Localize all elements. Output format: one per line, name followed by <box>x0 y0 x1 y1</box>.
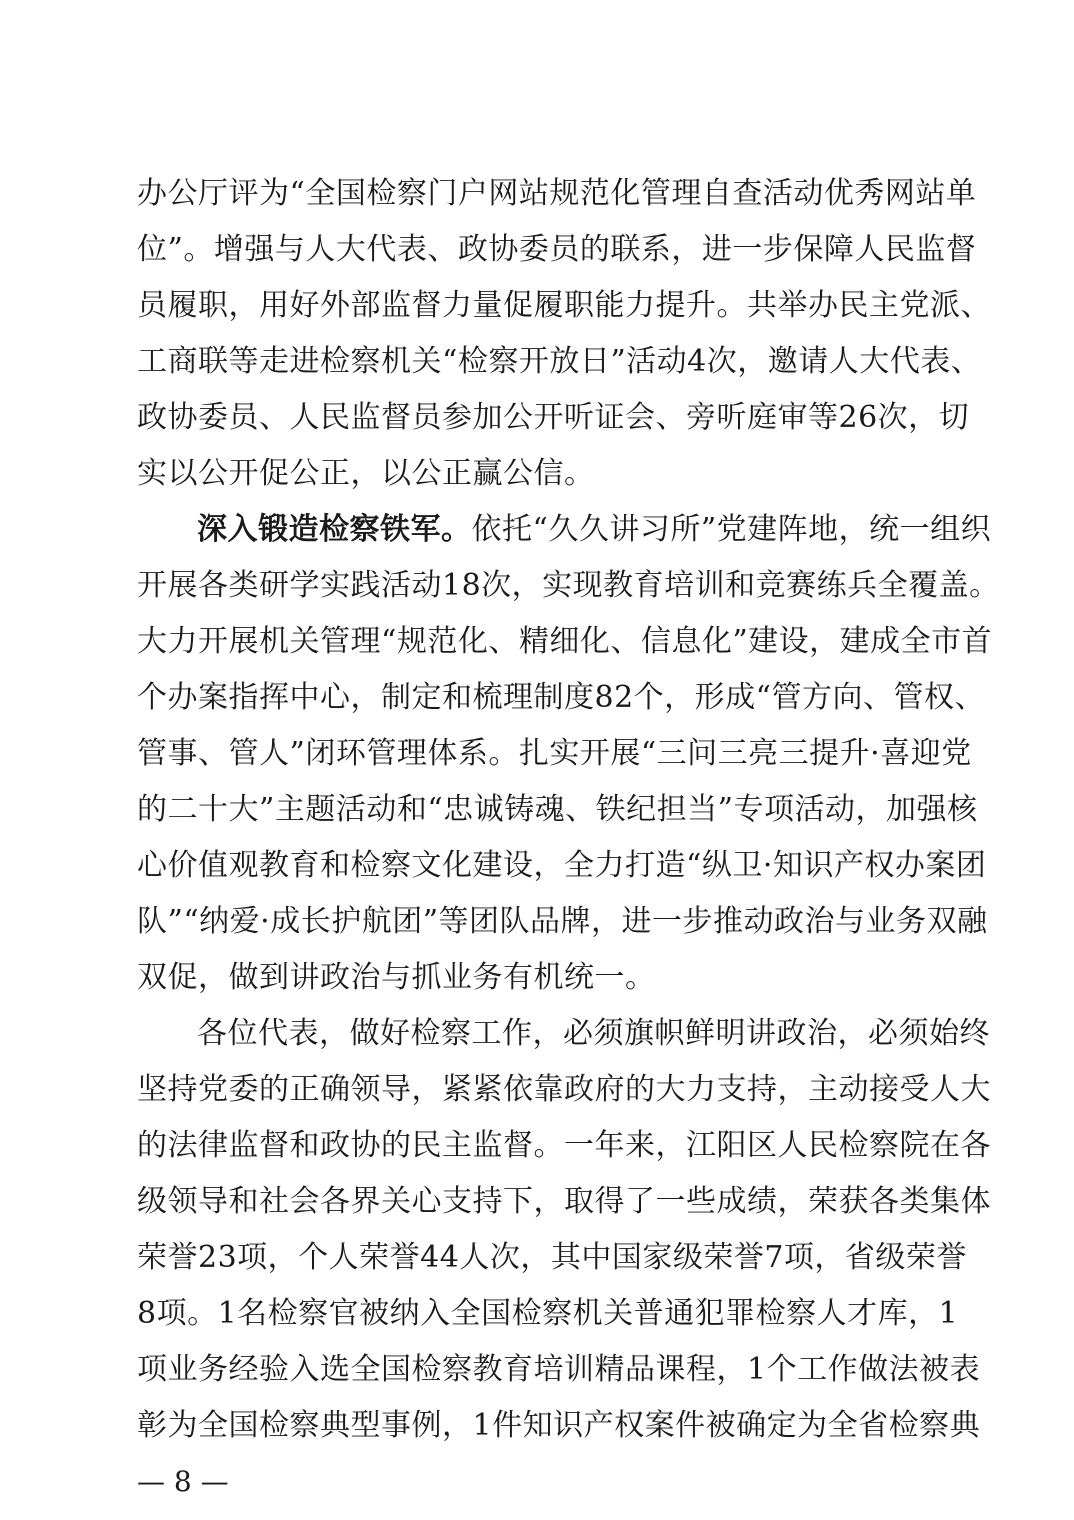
paragraph-lead-rest: 依托“久久讲习所”党建阵地，统一组织 <box>471 512 992 547</box>
text-line: 心价值观教育和检察文化建设，全力打造“纵卫·知识产权办案团 <box>137 848 987 883</box>
text-line: 级领导和社会各界关心支持下，取得了一些成绩，荣获各类集体 <box>137 1184 991 1219</box>
text-line: 办公厅评为“全国检察门户网站规范化管理自查活动优秀网站单 <box>137 176 977 211</box>
text-line: 政协委员、人民监督员参加公开听证会、旁听庭审等26次，切 <box>137 400 970 435</box>
text-line: 管事、管人”闭环管理体系。扎实开展“三问三亮三提升·喜迎党 <box>137 736 972 771</box>
text-line: 大力开展机关管理“规范化、精细化、信息化”建设，建成全市首 <box>137 624 993 659</box>
text-line: 员履职，用好外部监督力量促履职能力提升。共举办民主党派、 <box>137 288 991 323</box>
text-line: 队”“纳爱·成长护航团”等团队品牌，进一步推动政治与业务双融 <box>137 904 988 939</box>
text-line: 彰为全国检察典型事例，1件知识产权案件被确定为全省检察典 <box>137 1408 981 1443</box>
text-line: 的法律监督和政协的民主监督。一年来，江阳区人民检察院在各 <box>137 1128 991 1163</box>
paragraph-lead: 深入锻造检察铁军。 <box>197 512 472 547</box>
text-line: 各位代表，做好检察工作，必须旗帜鲜明讲政治，必须始终 <box>197 1016 990 1051</box>
page-number: — 8 — <box>137 1465 229 1498</box>
text-line: 实以公开促公正，以公正赢公信。 <box>137 456 595 491</box>
paragraph-heading-line <box>197 502 992 558</box>
text-line: 荣誉23项，个人荣誉44人次，其中国家级荣誉7项，省级荣誉 <box>137 1240 967 1275</box>
text-line: 个办案指挥中心，制定和梳理制度82个，形成“管方向、管权、 <box>137 680 986 715</box>
text-line: 项业务经验入选全国检察教育培训精品课程，1个工作做法被表 <box>137 1352 981 1387</box>
text-line: 开展各类研学实践活动18次，实现教育培训和竞赛练兵全覆盖。 <box>137 568 1000 603</box>
text-line: 双促，做到讲政治与抓业务有机统一。 <box>137 960 656 995</box>
text-line: 的二十大”主题活动和“忠诚铸魂、铁纪担当”专项活动，加强核 <box>137 792 978 827</box>
text-line: 工商联等走进检察机关“检察开放日”活动4次，邀请人大代表、 <box>137 344 982 379</box>
text-line: 坚持党委的正确领导，紧紧依靠政府的大力支持，主动接受人大 <box>137 1072 991 1107</box>
text-line: 8项。1名检察官被纳入全国检察机关普通犯罪检察人才库，1 <box>137 1296 959 1331</box>
text-line: 位”。增强与人大代表、政协委员的联系，进一步保障人民监督 <box>137 232 977 267</box>
